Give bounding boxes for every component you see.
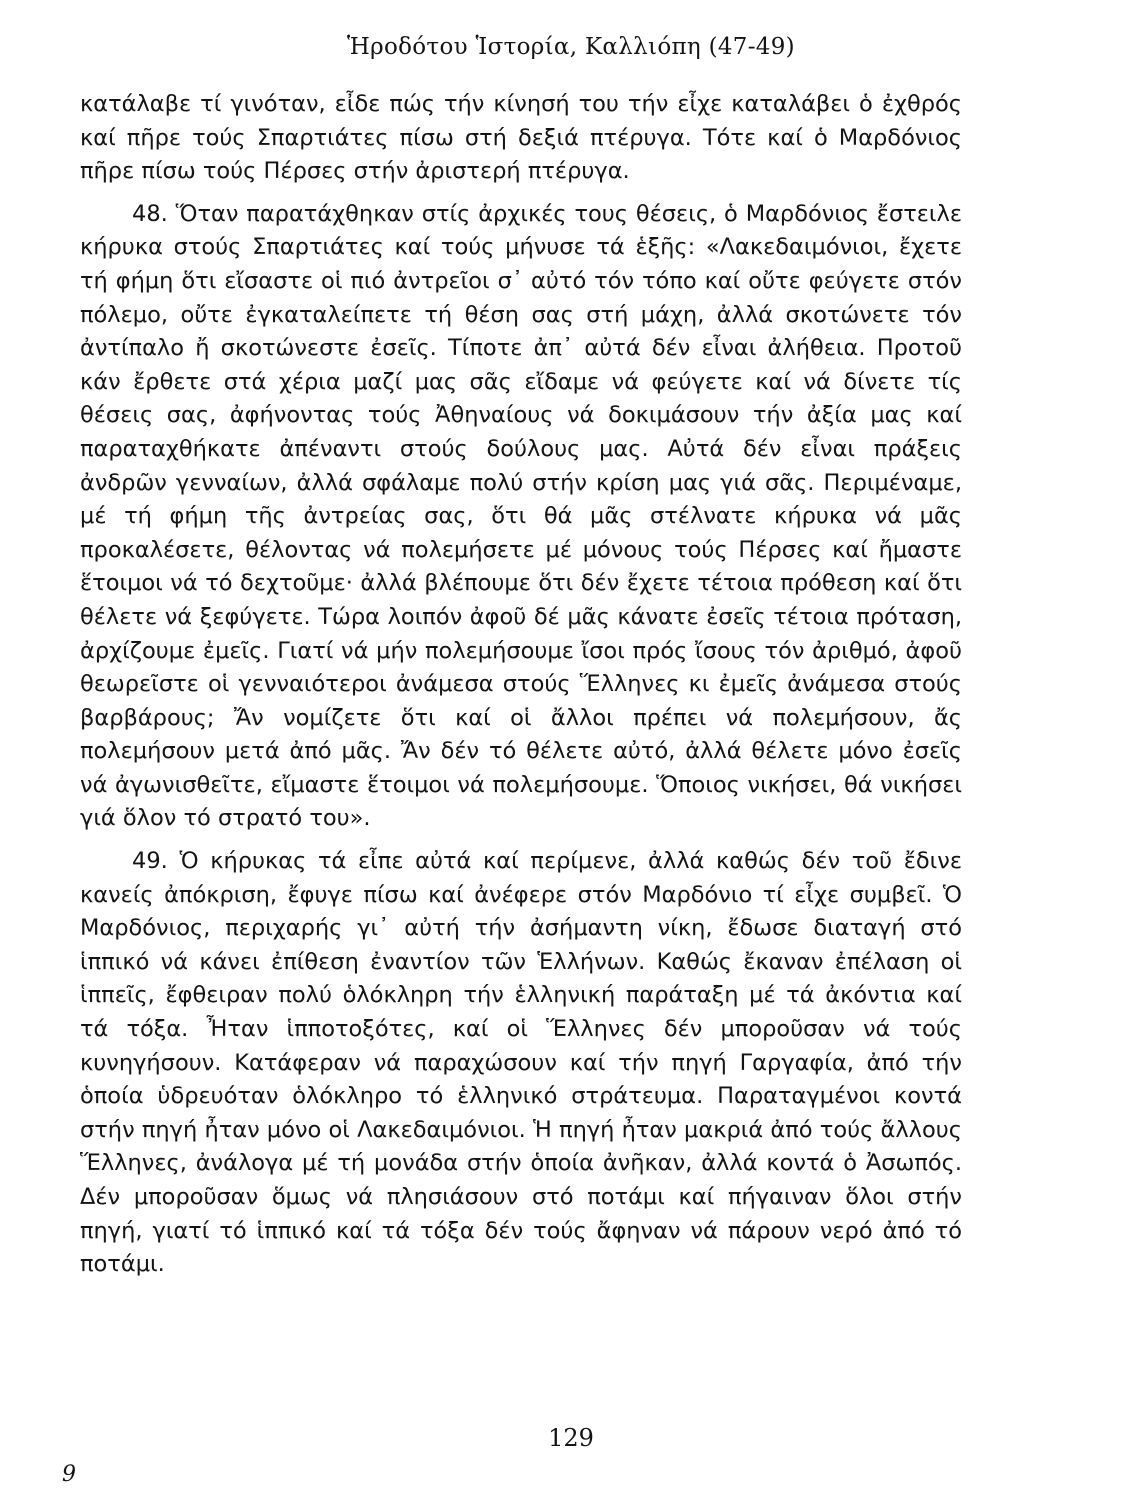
paragraph-section-49: 49. Ὁ κήρυκας τά εἶπε αὐτά καί περίμενε, ἀλλά καθώς δέν τοῦ ἔδινε κανείς ἀπόκριση, ἔφυγε πίσω καί ἀνέφερε στόν Μαρδόνιο τί εἶχε συμβεῖ. Ὁ Μαρδόνιος, περιχαρής γι᾽ αὐτή τήν ἀσήμαντη νίκη, ἔδωσε διαταγή στό ἱππικό νά κάνει ἐπίθεση ἐναντίον τῶν Ἑλλήνων. Καθώς ἔκαναν ἐπέλαση οἱ ἱππεῖς, ἔφθειραν πολύ ὁλόκληρη τήν ἑλληνική παράταξη μέ τά ἀκόντια καί τά τόξα. Ἦταν ἱπποτοξότες, καί οἱ Ἕλληνες δέν μποροῦσαν νά τούς κυνηγήσουν. Κατάφεραν νά παραχώσουν καί τήν πηγή Γαργαφία, ἀπό τήν ὁποία ὑδρευόταν ὁλόκληρο τό ἑλληνικό στράτευμα. Παραταγμένοι κοντά στήν πηγή ἦταν μόνο οἱ Λακεδαιμόνιοι. Ἡ πηγή ἦταν μακριά ἀπό τούς ἄλλους Ἕλληνες, ἀνάλογα μέ τή μονάδα στήν ὁποία ἀνῆκαν, ἀλλά κοντά ὁ Ἀσωπός. Δέν μποροῦσαν ὅμως νά πλησιάσουν στό ποτάμι καί πήγαιναν ὅλοι στήν πηγή, γιατί τό ἱππικό καί τά τόξα δέν τούς ἄφηναν νά πάρουν νερό ἀπό τό ποτάμι. [80, 848, 962, 1278]
signature-mark: 9 [62, 1462, 76, 1487]
text-body [80, 88, 962, 1282]
paragraph-continuation: κατάλαβε τί γινόταν, εἶδε πώς τήν κίνησή του τήν εἶχε καταλάβει ὁ ἐχθρός καί πῆρε τούς Σπαρτιάτες πίσω στή δεξιά πτέρυγα. Τότε καί ὁ Μαρδόνιος πῆρε πίσω τούς Πέρσες στήν ἀριστερή πτέρυγα. [80, 91, 962, 185]
page-number: 129 [548, 1424, 594, 1452]
paragraph-section-48: 48. Ὅταν παρατάχθηκαν στίς ἀρχικές τους θέσεις, ὁ Μαρδόνιος ἔστειλε κήρυκα στούς Σπαρτιάτες καί τούς μήνυσε τά ἑξῆς: «Λακεδαιμόνιοι, ἔχετε τή φήμη ὅτι εἴσαστε οἱ πιό ἀντρεῖοι σ᾽ αὐτό τόν τόπο καί οὔτε φεύγετε στόν πόλεμο, οὔτε ἐγκαταλείπετε τή θέση σας στή μάχη, ἀλλά σκοτώνετε τόν ἀντίπαλο ἤ σκοτώνεστε ἐσεῖς. Τίποτε ἀπ᾽ αὐτά δέν εἶναι ἀλήθεια. Προτοῦ κάν ἔρθετε στά χέρια μαζί μας σᾶς εἴδαμε νά φεύγετε καί νά δίνετε τίς θέσεις σας, ἀφήνοντας τούς Ἀθηναίους νά δοκιμάσουν τήν ἀξία μας καί παραταχθήκατε ἀπέναντι στούς δούλους μας. Αὐτά δέν εἶναι πράξεις ἀνδρῶν γενναίων, ἀλλά σφάλαμε πολύ στήν κρίση μας γιά σᾶς. Περιμέναμε, μέ τή φήμη τῆς ἀντρείας σας, ὅτι θά μᾶς στέλνατε κήρυκα νά μᾶς προκαλέσετε, θέλοντας νά πολεμήσετε μέ μόνους τούς Πέρσες καί ἤμαστε ἕτοιμοι νά τό δεχτοῦμε· ἀλλά βλέπουμε ὅτι δέν ἔχετε τέτοια πρόθεση καί ὅτι θέλετε νά ξεφύγετε. Τώρα λοιπόν ἀφοῦ δέ μᾶς κάνατε ἐσεῖς τέτοια πρόταση, ἀρχίζουμε ἐμεῖς. Γιατί νά μήν πολεμήσουμε ἴσοι πρός ἴσους τόν ἀριθμό, ἀφοῦ θεωρεῖστε οἱ γενναιότεροι ἀνάμεσα στούς Ἕλληνες κι ἐμεῖς ἀνάμεσα στούς βαρβάρους; Ἄν νομίζετε ὅτι καί οἱ ἄλλοι πρέπει νά πολεμήσουν, ἄς πολεμήσουν μετά ἀπό μᾶς. Ἄν δέν τό θέλετε αὐτό, ἀλλά θέλετε μόνο ἐσεῖς νά ἀγωνισθεῖτε, εἴμαστε ἕτοιμοι νά πολεμήσουμε. Ὅποιος νικήσει, θά νικήσει γιά ὅλον τό στρατό του». [80, 200, 962, 832]
running-header: Ἡροδότου Ἱστορία, Καλλιόπη (47-49) [347, 34, 795, 60]
